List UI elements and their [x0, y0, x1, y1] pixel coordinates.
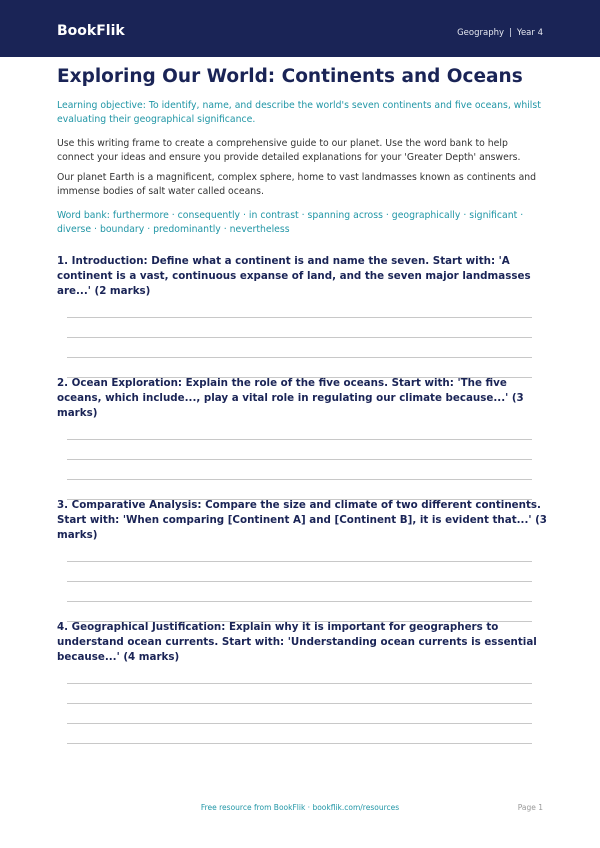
meta-separator: |	[509, 28, 512, 38]
answer-line[interactable]	[67, 357, 532, 358]
page-title: Exploring Our World: Continents and Oceans	[57, 66, 523, 87]
subject-label: Geography	[457, 28, 505, 38]
page-number: Page 1	[517, 803, 543, 812]
answer-line[interactable]	[67, 439, 532, 440]
answer-line[interactable]	[67, 743, 532, 744]
answer-line[interactable]	[67, 479, 532, 480]
intro-paragraph: Use this writing frame to create a comprehensive guide to our planet. Use the word bank to help connect your ideas and ensure you provide detailed explanations for your 'Greater Depth' answers.	[57, 138, 521, 163]
answer-line[interactable]	[67, 683, 532, 684]
question-4: 4. Geographical Justification: Explain why it is important for geographers to understand ocean currents. Start with: 'Understanding ocean currents is essential because...' (4 marks)	[57, 621, 537, 663]
question-3: 3. Comparative Analysis: Compare the size and climate of two different continents. Start with: 'When comparing [Continent A] and [Continent B], it is evident that...' (3 marks)	[57, 499, 547, 541]
header-meta	[457, 28, 543, 38]
answer-line[interactable]	[67, 703, 532, 704]
question-1: 1. Introduction: Define what a continent is and name the seven. Start with: 'A continent is a vast, continuous expanse of land, and the seven major landmasses are...' (2 marks)	[57, 255, 531, 297]
answer-line[interactable]	[67, 581, 532, 582]
learning-objective: Learning objective: To identify, name, and describe the world's seven continents and five oceans, whilst evaluating their geographical significance.	[57, 100, 541, 125]
brand-logo: BookFlik	[57, 23, 125, 39]
answer-line[interactable]	[67, 459, 532, 460]
year-label: Year 4	[516, 28, 543, 38]
word-bank: Word bank: furthermore · consequently · in contrast · spanning across · geographically · significant · diverse · boundary · predominantly · nevertheless	[57, 210, 524, 235]
answer-line[interactable]	[67, 561, 532, 562]
answer-line[interactable]	[67, 723, 532, 724]
question-2: 2. Ocean Exploration: Explain the role of the five oceans. Start with: 'The five oceans, which include..., play a vital role in regulating our climate because...' (3 marks)	[57, 377, 524, 419]
footer-credit: Free resource from BookFlik · bookflik.com/resources	[200, 803, 400, 812]
answer-line[interactable]	[67, 317, 532, 318]
intro-paragraph: Our planet Earth is a magnificent, complex sphere, home to vast landmasses known as continents and immense bodies of salt water called oceans.	[57, 172, 537, 197]
answer-line[interactable]	[67, 337, 532, 338]
answer-line[interactable]	[67, 601, 532, 602]
header-bar	[0, 0, 600, 57]
